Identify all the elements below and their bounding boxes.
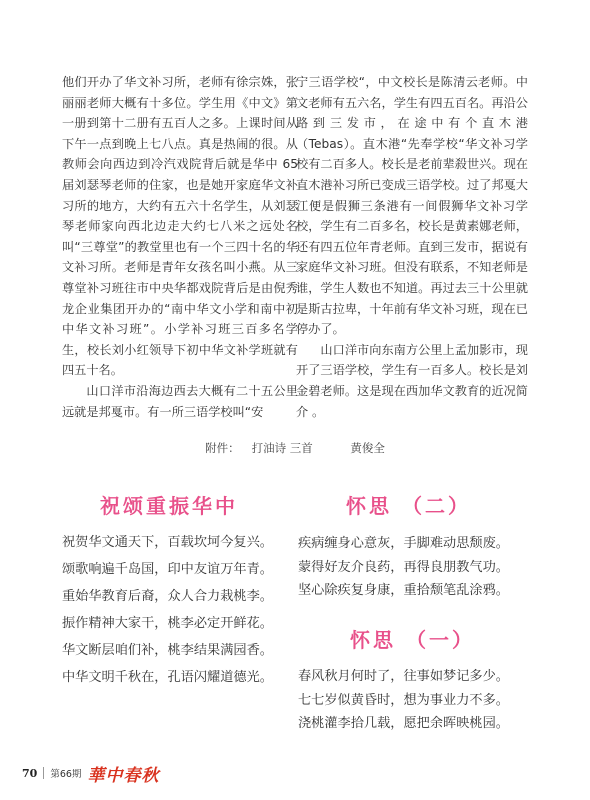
issue-label: 第66期 (50, 769, 82, 780)
poem-line: 颂歌响遍千岛国，印中友谊万年青。 (62, 562, 273, 577)
poem-title: 怀思 （二） (346, 494, 471, 518)
magazine-logo: 華中春秋 (87, 765, 160, 786)
poem-line: 浇桃灌李拾几载，愿把余晖映桃园。 (298, 716, 509, 731)
poem-line: 春风秋月何时了，往事如梦记多少。 (298, 669, 509, 684)
poem-body (298, 532, 509, 603)
article-paragraph: 山口洋市沿海边西去大概有二十五公里远就是邦戛市。有一所三语学校叫“安 (62, 383, 298, 419)
attachment-author: 黄俊全 (350, 441, 385, 455)
page-footer (22, 758, 159, 788)
page-number: 70 (22, 766, 38, 780)
poem-body (298, 665, 509, 736)
attachment-heading (0, 440, 590, 456)
article-paragraph: 他们开办了华文补习所，老师有徐宗姝，张丽丽老师大概有十多位。学生用《中文》第一册到第十二册有五百人之多。上课时间从下午一点到晚上七八点。真是热闹的很。从教师会向西边到冷汽戏院背后就是华中 65 届刘瑟琴老师的住家，也是她开家庭华文补习所的地方，大约有五六十名学生，从刘瑟琴老师家向西北边走大约七八米之远处名叫“三尊堂”的教堂里也有一个三四十名的华文补习所。老师是青年女孩名叫小燕。从三尊堂补习班往市中央华都戏院背后是由倪秀龙企业集团开办的“南中华文小学和南中初中华文补习班”。小学补习班三百多名学生，校长刘小红领导下初中华文补学班就有四五十名。 (62, 75, 298, 378)
poem-line: 蒙得好友介良药，再得良朋教气功。 (298, 559, 509, 575)
poem-body (62, 529, 273, 691)
attachment-label: 附件： (205, 441, 240, 455)
poem-line: 振作精神大家干，桃李必定开鲜花。 (62, 616, 273, 631)
poem-line: 中华文明千秋在，孔语闪耀道德光。 (62, 670, 273, 685)
poem-line: 华文断层咱们补，桃李结果满园香。 (62, 643, 273, 658)
article-paragraph: 宁三语学校“，中文校长是陈清云老师。中文老师有五六名，学生有四五百名。再沿公路到三发市，在途中有个直木港（Tebas）。直木港“先奉学校“华文补习学校有二百多人。校长是老前辈殺世兴。现在直木港补习所已变成三语学校。过了邦戛大江便是假狮三条港有一间假狮华文补习学校，学生有二百多名，校长是黄素娜老师，还有四五位年青老师。直到三发市，据说有家庭华文补习班。但没有联系，不知老师是谁，学生人数也不知道。再过去三十公里就是斯古拉卑，十年前有华文补习班，现在已停办了。 (296, 75, 528, 337)
poem-line: 疾病缠身心意灰，手脚难动思颓废。 (298, 536, 509, 551)
footer-divider (43, 767, 44, 779)
poem-line: 七七岁似黄昏时，想为事业力不多。 (298, 692, 509, 708)
poem-line: 祝贺华文通天下，百载坎坷今复兴。 (62, 535, 273, 550)
poem-title: 祝颂重振华中 (100, 494, 238, 518)
attachment-subject: 打油诗 三首 (251, 441, 313, 455)
poem-title: 怀思 （一） (350, 628, 475, 652)
poem-line: 坚心除疾复身康，重拾颓笔乱涂鸦。 (298, 583, 509, 598)
poem-line: 重始华教育后裔，众人合力栽桃李。 (62, 589, 273, 604)
article-left-column (62, 72, 298, 422)
article-right-column (296, 72, 528, 422)
article-paragraph: 山口洋市向东南方公里上孟加影市，现开了三语学校，学生有一百多人。校长是刘金碧老师。这是现在西加华文教育的近况简介 。 (296, 342, 528, 419)
